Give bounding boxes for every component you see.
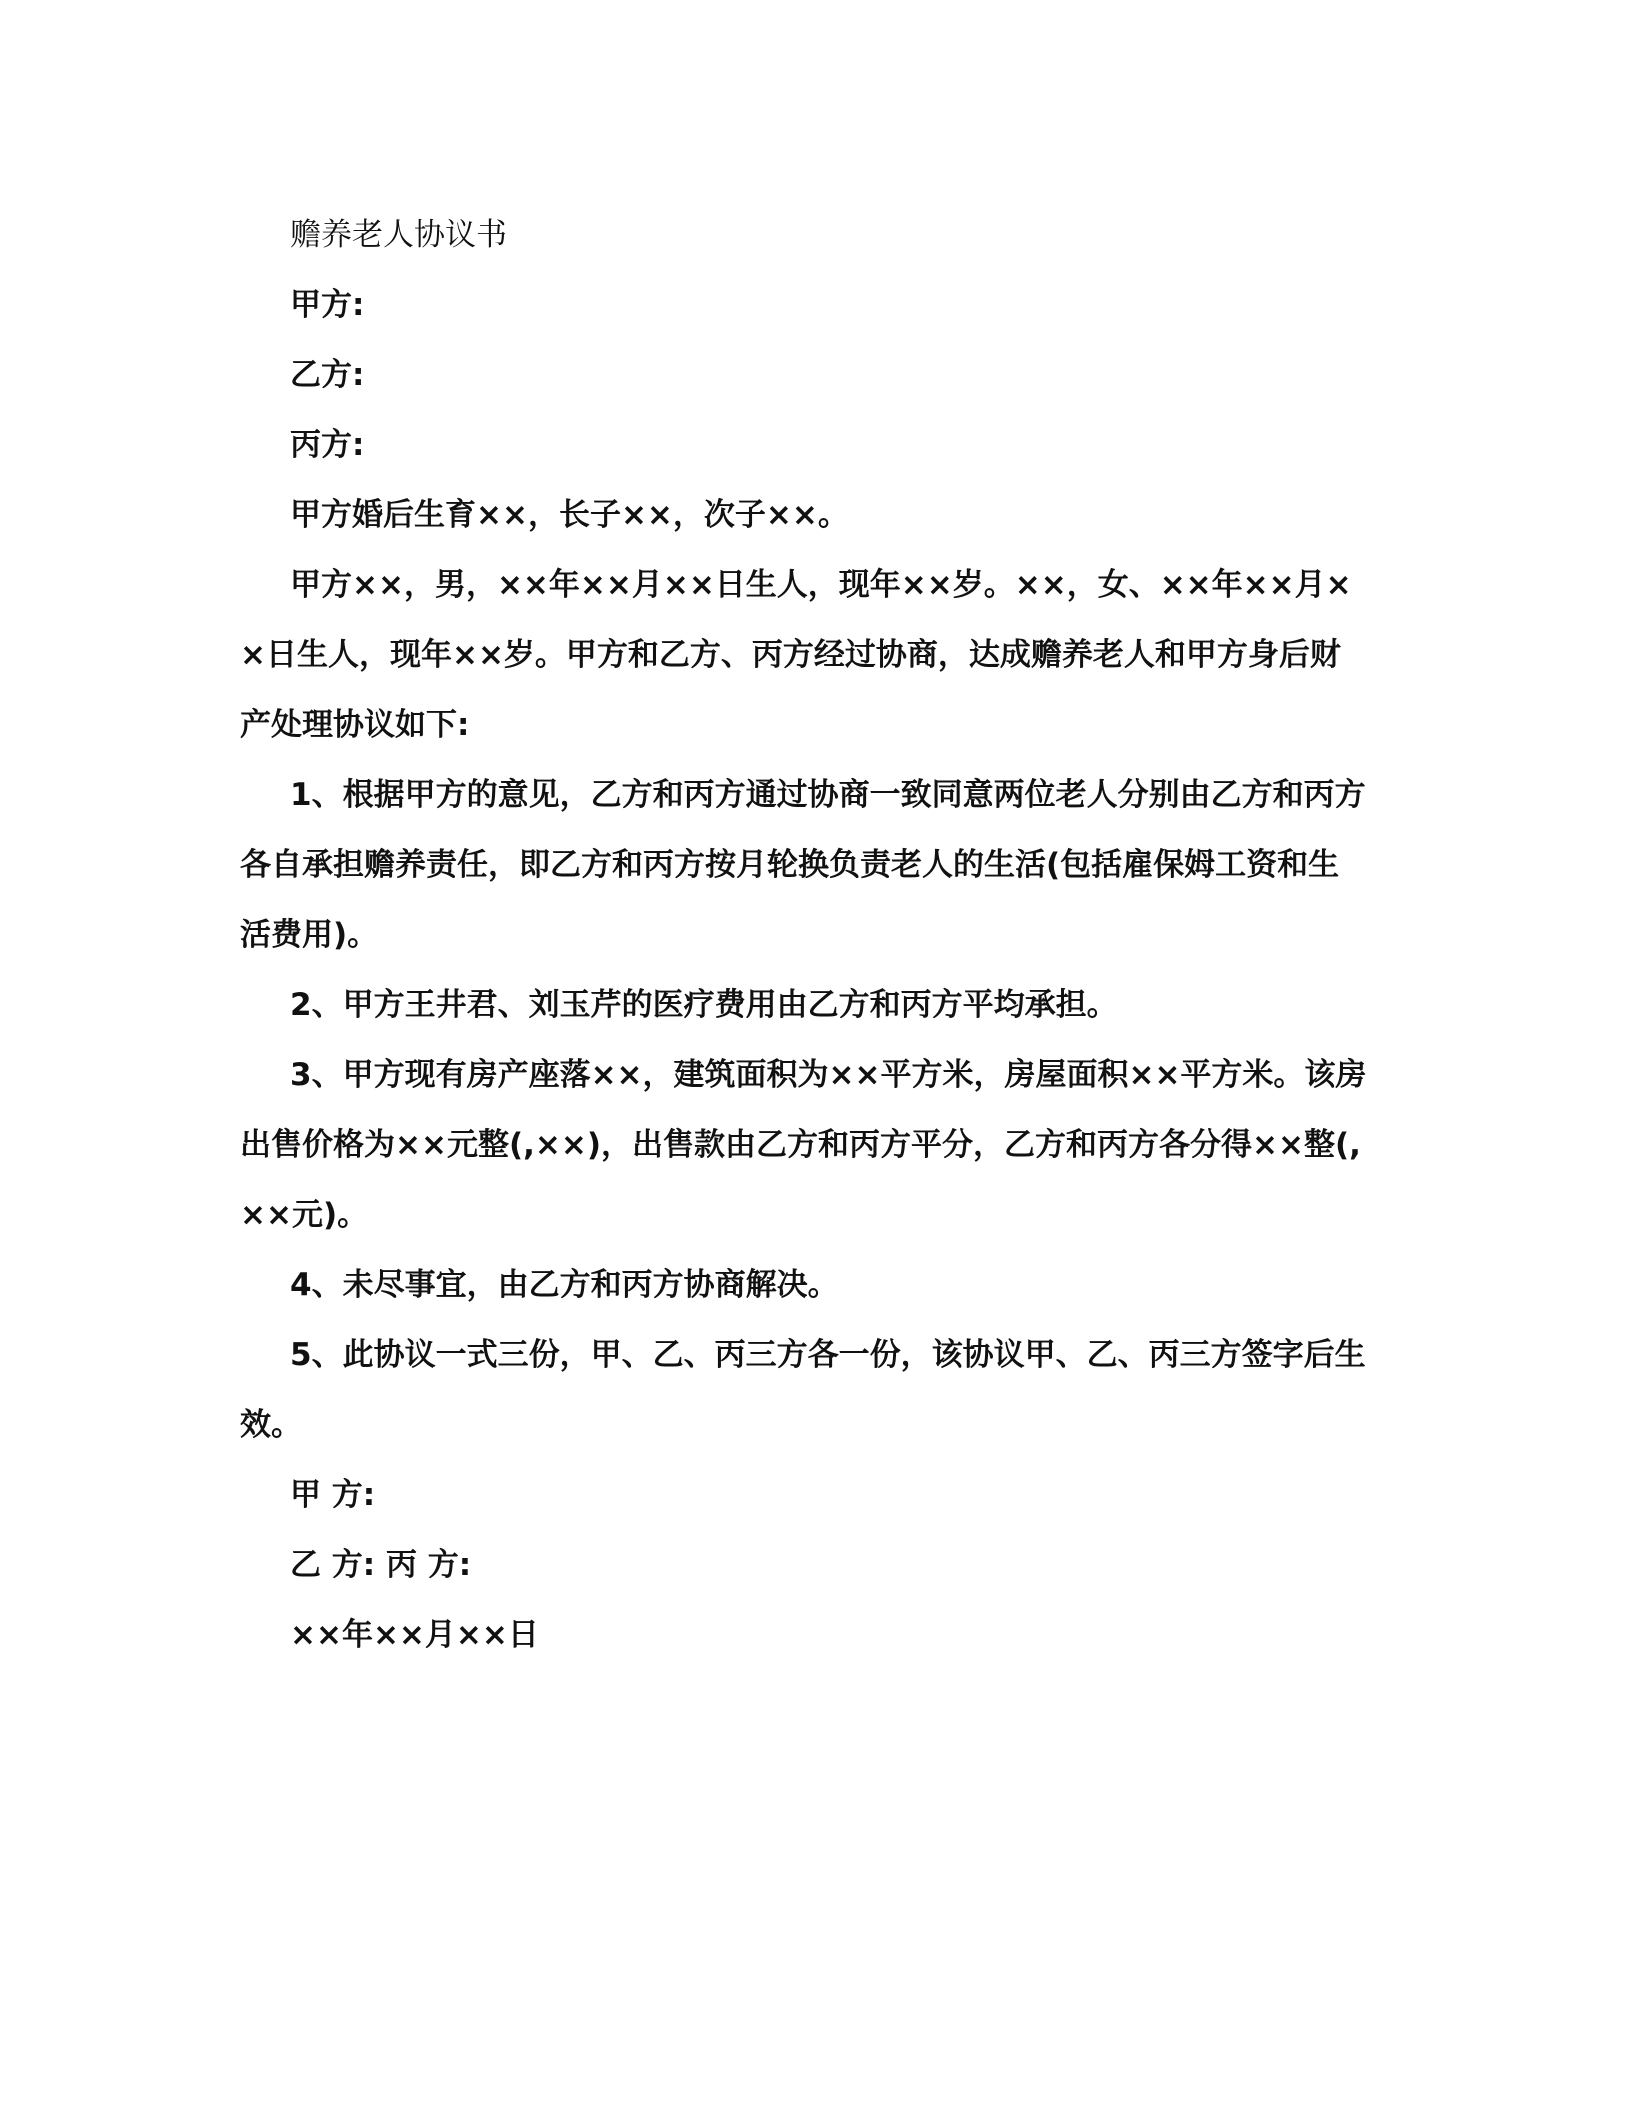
clause-1: 1、根据甲方的意见，乙方和丙方通过协商一致同意两位老人分别由乙方和丙方各自承担赡养责任，即乙方和丙方按月轮换负责老人的生活(包括雇保姆工资和生活费用)。: [240, 777, 1366, 953]
clause-4: 4、未尽事宜，由乙方和丙方协商解决。: [290, 1267, 839, 1303]
paragraph-family: 甲方婚后生育××，长子××，次子××。: [290, 497, 849, 533]
document-title: 赡养老人协议书: [290, 217, 507, 253]
clause-2: 2、甲方王井君、刘玉芹的医疗费用由乙方和丙方平均承担。: [290, 987, 1118, 1023]
party-c-label: 丙方:: [290, 427, 365, 463]
clause-3: 3、甲方现有房产座落××，建筑面积为××平方米，房屋面积××平方米。该房出售价格为××元整(,××)，出售款由乙方和丙方平分，乙方和丙方各分得××整(,××元)。: [240, 1057, 1367, 1233]
party-a-label: 甲方:: [290, 287, 365, 323]
signature-party-a: 甲 方:: [290, 1477, 376, 1513]
signature-party-b-c: 乙 方: 丙 方:: [290, 1547, 472, 1583]
clause-5: 5、此协议一式三份，甲、乙、丙三方各一份，该协议甲、乙、丙三方签字后生效。: [240, 1337, 1366, 1443]
paragraph-intro: 甲方××，男，××年××月××日生人，现年××岁。××，女、××年××月××日生人，现年××岁。甲方和乙方、丙方经过协商，达成赡养老人和甲方身后财产处理协议如下:: [240, 567, 1352, 743]
signature-date: ××年××月××日: [290, 1617, 539, 1653]
party-b-label: 乙方:: [290, 357, 365, 393]
document-body: [240, 200, 1370, 1670]
